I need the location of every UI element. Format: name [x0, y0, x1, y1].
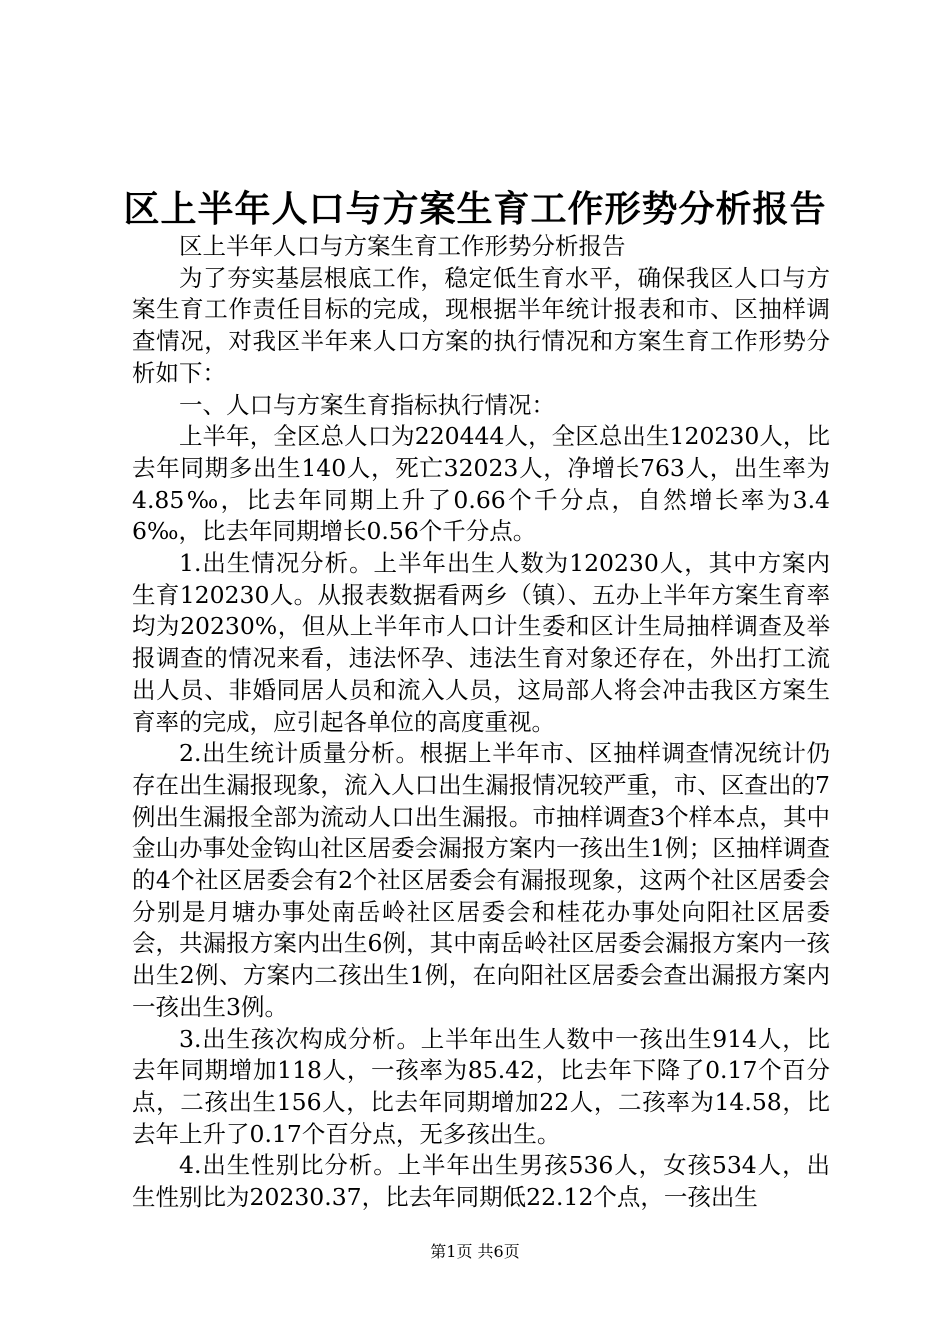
- document-subtitle: 区上半年人口与方案生育工作形势分析报告: [179, 232, 626, 260]
- paragraph-population: 上半年，全区总人口为220444人，全区总出生120230人，比去年同期多出生140人，死亡32023人，净增长763人，出生率为4.85‰，比去年同期上升了0.66个千分点，自然增长率为3.46‰，比去年同期增长0.56个千分点。: [132, 422, 830, 546]
- paragraph-intro: 为了夯实基层根底工作，稳定低生育水平，确保我区人口与方案生育工作责任目标的完成，现根据半年统计报表和市、区抽样调查情况，对我区半年来人口方案的执行情况和方案生育工作形势分析如下：: [132, 263, 830, 387]
- paragraph-sex-ratio: 4.出生性别比分析。上半年出生男孩536人，女孩534人，出生性别比为20230.37，比去年同期低22.12个点，一孩出生: [132, 1151, 830, 1212]
- document-body: [132, 231, 830, 1214]
- document-title: 区上半年人口与方案生育工作形势分析报告: [123, 188, 827, 230]
- paragraph-order-analysis: 3.出生孩次构成分析。上半年出生人数中一孩出生914人，比去年同期增加118人，一孩率为85.42，比去年下降了0.17个百分点，二孩出生156人，比去年同期增加22人，二孩率为14.58，比去年上升了0.17个百分点，无多孩出生。: [132, 1024, 830, 1148]
- page-footer: 第1页 共6页: [430, 1242, 520, 1261]
- paragraph-quality-analysis: 2.出生统计质量分析。根据上半年市、区抽样调查情况统计仍存在出生漏报现象，流入人口出生漏报情况较严重，市、区查出的7例出生漏报全部为流动人口出生漏报。市抽样调查3个样本点，其中金山办事处金钩山社区居委会漏报方案内一孩出生1例；区抽样调查的4个社区居委会有2个社区居委会有漏报现象，这两个社区居委会分别是月塘办事处南岳岭社区居委会和桂花办事处向阳社区居委会，共漏报方案内出生6例，其中南岳岭社区居委会漏报方案内一孩出生2例、方案内二孩出生1例，在向阳社区居委会查出漏报方案内一孩出生3例。: [132, 739, 830, 1021]
- paragraph-birth-analysis: 1.出生情况分析。上半年出生人数为120230人，其中方案内生育120230人。从报表数据看两乡（镇）、五办上半年方案生育率均为20230%，但从上半年市人口计生委和区计生局抽样调查及举报调查的情况来看，违法怀孕、违法生育对象还存在，外出打工流出人员、非婚同居人员和流入人员，这局部人将会冲击我区方案生育率的完成，应引起各单位的高度重视。: [132, 549, 830, 736]
- section-heading: 一、人口与方案生育指标执行情况：: [179, 390, 555, 419]
